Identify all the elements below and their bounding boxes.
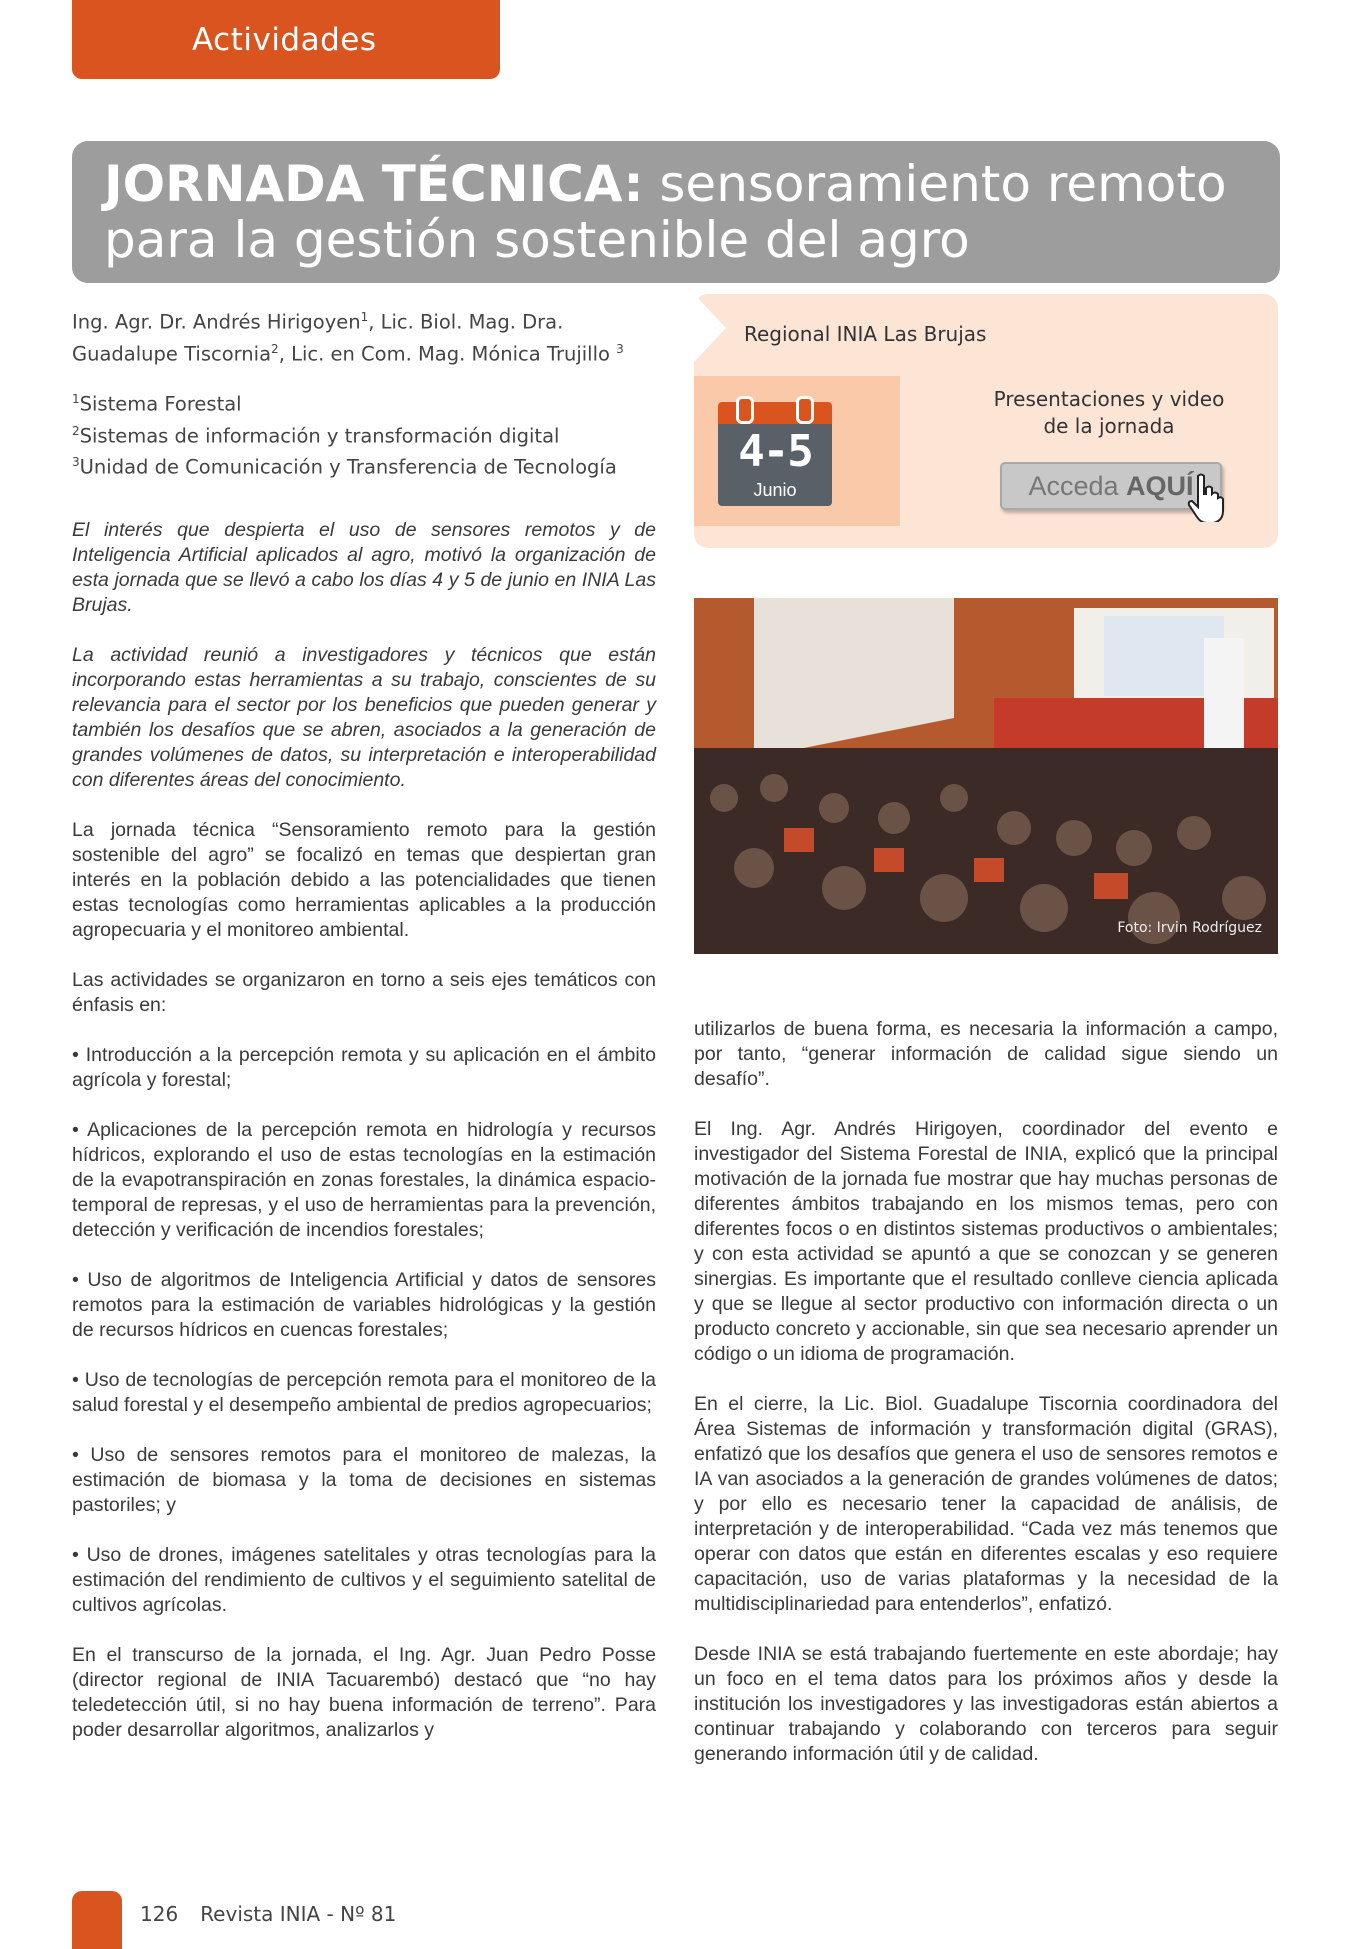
author-3: , Lic. en Com. Mag. Mónica Trujillo xyxy=(278,342,617,365)
event-info-box xyxy=(694,294,1278,548)
affiliation-2: $^2$Sistemas de información y transformación digital xyxy=(72,423,560,447)
calendar-icon xyxy=(718,396,832,506)
list-item: • Uso de drones, imágenes satelitales y otras tecnologías para la estimación del rendimiento de cultivos y el seguimiento satelital de cultivos agrícolas. xyxy=(72,1544,656,1616)
section-label: Actividades xyxy=(192,22,377,58)
affiliation-1: $^1$Sistema Forestal xyxy=(72,392,242,416)
magazine-name: Revista INIA - Nº 81 xyxy=(200,1902,397,1926)
title-line1: sensoramiento remoto xyxy=(643,155,1227,213)
article-column-left xyxy=(72,518,656,1768)
page-number: 126 xyxy=(140,1902,179,1926)
author-2: Guadalupe Tiscornia xyxy=(72,342,272,365)
paragraph: En el transcurso de la jornada, el Ing. Agr. Juan Pedro Posse (director regional de INIA Tacuarembó) destacó que “no hay teledetección útil, si no hay buena información de terreno”. Para poder desarrollar algoritmos, analizarlos y xyxy=(72,1644,656,1741)
paragraph: utilizarlos de buena forma, es necesaria la información a campo, por tanto, “generar información de calidad sigue siendo un desafío”. xyxy=(694,1018,1278,1090)
paragraph: El Ing. Agr. Andrés Hirigoyen, coordinador del evento e investigador del Sistema Forestal de INIA, explicó que la principal motivación de la jornada fue mostrar que hay muchas personas de diferentes ámbitos trabajando en los mismos temas, pero con diferentes focos o en distintos sistemas productivos o ambientales; y con esta actividad se apuntó a que se conozcan y se generen sinergias. Es importante que el resultado conlleve ciencia aplicada y que se llegue al sector productivo con información directa o un producto concreto y accionable, sin que sea necesario aprender un código o un idioma de programación. xyxy=(694,1118,1278,1365)
author-2-title: , Lic. Biol. Mag. Dra. xyxy=(368,310,564,334)
footer-accent xyxy=(72,1891,122,1949)
paragraph: Desde INIA se está trabajando fuertemente en este abordaje; hay un foco en el tema datos para los próximos años y desde la institución los investigadores y las investigadoras están abiertos a continuar trabajando y colaborando con terceros para seguir generando información útil y de calidad. xyxy=(694,1643,1278,1765)
paragraph: En el cierre, la Lic. Biol. Guadalupe Tiscornia coordinadora del Área Sistemas de información y transformación digital (GRAS), enfatizó que los desafíos que genera el uso de sensores remotos e IA van asociados a la generación de grandes volúmenes de datos; y por ello es necesario tener la capacidad de análisis, de interpretación y de interoperabilidad. “Cada vez más tenemos que operar con datos que están en diferentes escalas y eso requiere capacitación, uso de varias plataformas y la necesidad de la multidisciplinariedad para entenderlos”, enfatizó. xyxy=(694,1393,1278,1615)
audience-photo-illustration xyxy=(694,598,1278,954)
author-2-sup: 2 xyxy=(271,341,279,356)
title-line2: para la gestión sostenible del agro xyxy=(104,211,970,269)
page-footer xyxy=(140,1902,418,1926)
author-1-sup: 1 xyxy=(360,310,369,324)
hand-cursor-icon xyxy=(1186,472,1226,522)
paragraph: El interés que despierta el uso de sensores remotos y de Inteligencia Artificial aplicados al agro, motivó la organización de esta jornada que se llevó a cabo los días 4 y 5 de junio en INIA Las Brujas. xyxy=(72,519,656,616)
article-column-right xyxy=(694,1017,1278,1792)
list-item: • Aplicaciones de la percepción remota en hidrología y recursos hídricos, explorando el uso de estas tecnologías en la estimación de la evapotranspiración en zonas forestales, la dinámica espacio-temporal de represas, y el uso de herramientas para la prevención, detección y verificación de incendios forestales; xyxy=(72,1119,656,1241)
section-tab xyxy=(72,0,500,79)
event-month: Junio xyxy=(753,480,797,500)
paragraph: La jornada técnica “Sensoramiento remoto para la gestión sostenible del agro” se focalizó en temas que despiertan gran interés en la población debido a las potencialidades que tienen estas tecnologías como herramientas aplicables a la producción agropecuaria y el monitoreo ambiental. xyxy=(72,819,656,941)
affiliations xyxy=(72,386,712,481)
presentations-text: Presentaciones y video de la jornada xyxy=(993,387,1225,438)
list-item: • Introducción a la percepción remota y su aplicación en el ámbito agrícola y forestal; xyxy=(72,1044,656,1091)
paragraph: Las actividades se organizaron en torno a seis ejes temáticos con énfasis en: xyxy=(72,969,656,1016)
photo-credit: Foto: Irvin Rodríguez xyxy=(1117,920,1262,936)
event-region: Regional INIA Las Brujas xyxy=(744,322,987,346)
event-date: 4-5 xyxy=(738,426,812,477)
author-1: Ing. Agr. Dr. Andrés Hirigoyen xyxy=(72,310,361,334)
affiliation-3: $^3$Unidad de Comunicación y Transferencia de Tecnología xyxy=(72,455,617,479)
article-title xyxy=(72,141,1280,283)
paragraph: La actividad reunió a investigadores y técnicos que están incorporando estas herramientas a su trabajo, conscientes de su relevancia para el sector por los beneficios que pueden generar y también los desafíos que se abren, asociados a la generación de grandes volúmenes de datos, su interpretación e interoperabilidad con diferentes áreas del conocimiento. xyxy=(72,644,656,791)
list-item: • Uso de algoritmos de Inteligencia Artificial y datos de sensores remotos para la estimación de variables hidrológicas y la gestión de recursos hídricos en cuencas forestales; xyxy=(72,1269,656,1341)
list-item: • Uso de sensores remotos para el monitoreo de malezas, la estimación de biomasa y la toma de decisiones en sistemas pastoriles; y xyxy=(72,1444,656,1516)
access-here-button[interactable]: Acceda AQUÍ xyxy=(1000,462,1222,510)
author-3-sup: 3 xyxy=(616,341,624,356)
authors xyxy=(72,304,672,367)
list-item: • Uso de tecnologías de percepción remota para el monitoreo de la salud forestal y el desempeño ambiental de predios agropecuarios; xyxy=(72,1369,656,1416)
title-bold: JORNADA TÉCNICA: xyxy=(104,155,644,213)
event-photo xyxy=(694,598,1278,954)
